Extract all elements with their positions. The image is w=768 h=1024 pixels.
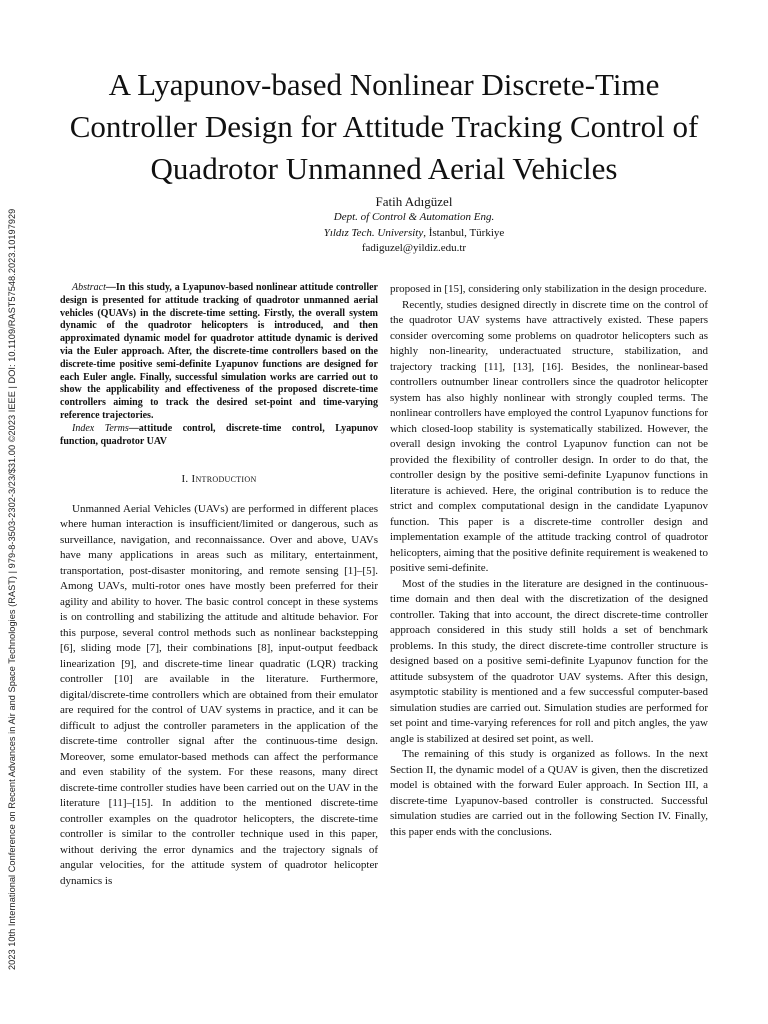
- index-terms: [60, 423, 378, 449]
- abstract-text: —In this study, a Lyapunov-based nonlinear attitude controller design is presented for attitude tracking of quadrotor unmanned aerial vehicles (QUAVs) in the discrete-time setting. Firstly, the overall system dynamic of the quadrotor helicopters is introduced, and then approximated dynamic model for quadrotor attitude dynamic is derived via the Euler approach. After, the discrete-time controllers based on the discrete-time positive semi-definite Lyapunov functions are designed for each Euler angle. Finally, successful simulation works are carried out to show the applicability and effectiveness of the proposed discrete-time controllers aiming to track the desired set-point and time-varying reference trajectories.: [60, 282, 378, 421]
- section-number: I.: [181, 473, 192, 486]
- right-paragraph-1: proposed in [15], considering only stabilization in the design procedure.: [390, 283, 707, 295]
- author-email: fadiguzel@yildiz.edu.tr: [361, 242, 467, 254]
- intro-paragraph-1: Unmanned Aerial Vehicles (UAVs) are performed in different places where human interaction is insufficient/limited or dangerous, such as surveillance, navigation, and reconnaissance. Over and above, UAVs have many applications in areas such as military, entertainment, transportation, post-disaster monitoring, and remote sensing [1]–[5]. Among UAVs, multi-rotor ones have mostly been preferred for their agility and ability to hover. The basic control concept in these systems is on controlling and stabilizing the attitude and altitude behavior. For this purpose, several control methods such as nonlinear backstepping [6], sliding mode [7], their combinations [8], input-output feedback linearization [9], and discrete-time linear quadratic (LQR) tracking controller [10] are available in the literature. Furthermore, digital/discrete-time controllers which are obtained from their emulator are required for the control of UAV systems in practice, and it can be difficult to adjust the controller parameters in the application of the discrete-time controller signal after the continuous-time design. Moreover, some emulator-based methods can affect the performance and even stability of the system. For these reasons, many direct discrete-time controller studies have been carried out on the UAV in the literature [11]–[15]. In addition to the mentioned discrete-time controller examples on the quadrotor helicopters, the discrete-time controller is similar to the controller technique used in this paper, without deriving the error dynamics and the trajectory signals of angular velocities, for the attitude system of quadrotor helicopter dynamics is: [60, 502, 378, 887]
- right-column: [390, 282, 708, 840]
- index-terms-label: Index Terms: [72, 422, 129, 434]
- affiliation-line: [150, 226, 678, 242]
- abstract: [60, 282, 378, 423]
- left-column: [60, 282, 378, 889]
- index-terms-text: —attitude control, discrete-time control, Lyapunov function, quadrotor UAV: [60, 422, 378, 447]
- right-paragraph-3: Most of the studies in the literature are designed in the continuous-time domain and then deal with the discretization of the designed controller. Taking that into account, the direct discrete-time controller approach considered in this study still holds a set of benchmark problems. In this study, the direct discrete-time controller structure is designed based on a positive semi-definite Lyapunov function for the attitude subsystem of the quadrotor UAV systems. After this design, asymptotic stability is mentioned and a few successful computer-based simulation studies are carried out. Simulation studies are performed for set point and time-varying references for roll and pitch angles, the yaw angle is stabilized at desired set point, as well.: [390, 577, 708, 745]
- section-heading: [60, 472, 378, 488]
- right-paragraph-2: Recently, studies designed directly in discrete time on the control of the quadrotor UAV systems have attractively existed. These papers consider overcoming some problems on quadrotor helicopters such as highly non-linearity, underactuated structure, stabilization, and trajectory tracking [11], [13], [16]. Besides, the nonlinear-based controllers outnumber linear controllers since the quadrotor helicopter system has also highly nonlinear with strongly coupled terms. The nonlinear controllers have employed the control Lyapunov functions for which closed-loop stability is systematically stabilized. However, the overall design invoking the control Lyapunov function can not be provided the flexibility of controller design. In order to do that, the controller design by the positive semi-definite Lyapunov functions in literature is achieved. Here, the original contribution is to reduce the strict and complex computational design in the candidate Lyapunov function. This paper is a discrete-time controller design and implementation example of the attitude tracking control of quadrotor helicopters, aiming that the positive definite requirement is weakened to positive semi-definite.: [390, 298, 708, 574]
- title-line-3: Quadrotor Unmanned Aerial Vehicles: [150, 151, 618, 186]
- right-paragraph-4: The remaining of this study is organized as follows. In the next Section II, the dynamic model of a QUAV is given, then the discretized model is obtained with the forward Euler approach. In Section III, a discrete-time Lyapunov-based controller is constructed. Successful simulation studies are carried out in the following Section IV. Finally, this paper ends with the conclusions.: [390, 748, 708, 838]
- affiliation-univ: Yıldız Tech. University: [323, 226, 424, 239]
- title-line-1: A Lyapunov-based Nonlinear Discrete-Time: [108, 67, 660, 102]
- doi-sidebar-text: 2023 10th International Conference on Recent Advances in Air and Space Technologies (RAST) | 979-8-3503-2302-3/23/$31.00 ©2023 IEEE | DOI: 10.1109/RAST57548.2023.10197929: [7, 208, 17, 970]
- doi-sidebar: [4, 180, 26, 970]
- paper-title: [40, 64, 728, 190]
- title-line-2: Controller Design for Attitude Tracking Control of: [69, 109, 699, 144]
- abstract-label: Abstract: [72, 282, 106, 293]
- author-block: [150, 193, 678, 257]
- section-title: Introduction: [191, 473, 257, 486]
- author-name: Fatih Adıgüzel: [375, 194, 453, 209]
- affiliation-city: , İstanbul, Türkiye: [423, 226, 505, 239]
- affiliation-dept: Dept. of Control & Automation Eng.: [333, 211, 495, 223]
